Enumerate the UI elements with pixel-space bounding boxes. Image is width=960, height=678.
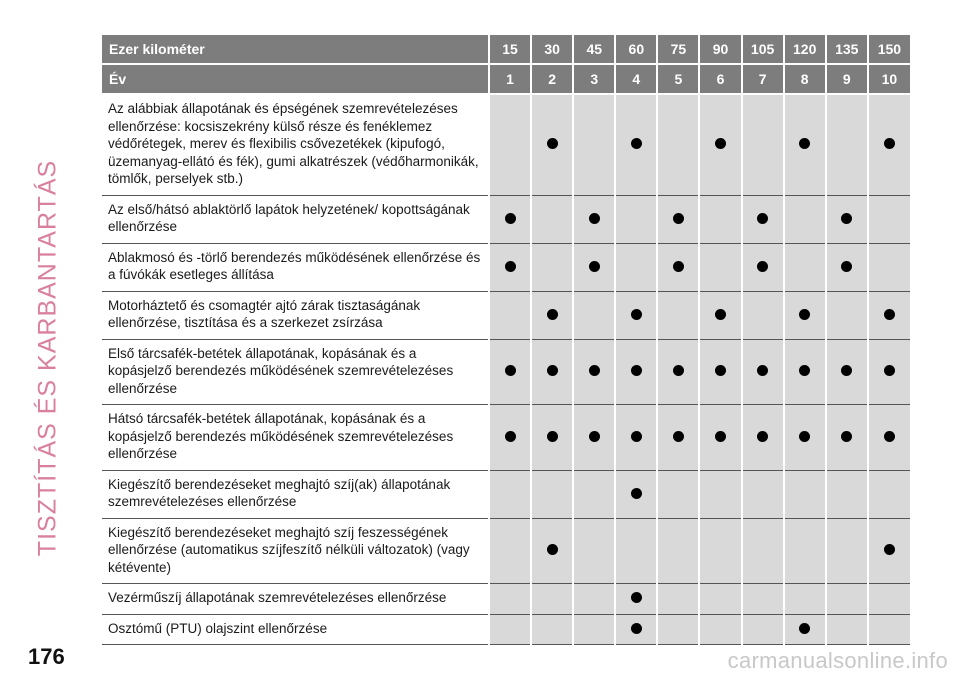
scheduled-dot-icon bbox=[757, 261, 768, 272]
table-row bbox=[102, 339, 910, 405]
task-description: Osztómű (PTU) olajszint ellenőrzése bbox=[102, 614, 489, 645]
task-description: Motorháztető és csomagtér ajtó zárak tisztaságának ellenőrzése, tisztítása és a szerkezet zsírzása bbox=[102, 291, 489, 339]
interval-cell bbox=[615, 94, 657, 195]
task-description: Kiegészítő berendezéseket meghajtó szíj(ak) állapotának szemrevételezéses ellenőrzése bbox=[102, 470, 489, 518]
scheduled-dot-icon bbox=[841, 261, 852, 272]
interval-cell bbox=[784, 470, 826, 518]
interval-cell bbox=[615, 291, 657, 339]
interval-cell bbox=[657, 470, 699, 518]
km-header: 90 bbox=[699, 35, 741, 64]
interval-cell bbox=[868, 195, 910, 243]
interval-cell bbox=[742, 291, 784, 339]
scheduled-dot-icon bbox=[631, 431, 642, 442]
scheduled-dot-icon bbox=[505, 261, 516, 272]
interval-cell bbox=[742, 405, 784, 471]
interval-cell bbox=[657, 339, 699, 405]
interval-cell bbox=[742, 195, 784, 243]
scheduled-dot-icon bbox=[505, 365, 516, 376]
scheduled-dot-icon bbox=[884, 431, 895, 442]
scheduled-dot-icon bbox=[799, 365, 810, 376]
interval-cell bbox=[489, 518, 531, 584]
interval-cell bbox=[573, 470, 615, 518]
interval-cell bbox=[615, 243, 657, 291]
interval-cell bbox=[657, 518, 699, 584]
interval-cell bbox=[784, 614, 826, 645]
scheduled-dot-icon bbox=[673, 431, 684, 442]
interval-cell bbox=[826, 614, 868, 645]
year-header: 5 bbox=[657, 64, 699, 94]
interval-cell bbox=[531, 243, 573, 291]
interval-cell bbox=[531, 584, 573, 615]
year-header: 9 bbox=[826, 64, 868, 94]
scheduled-dot-icon bbox=[757, 365, 768, 376]
table-row bbox=[102, 94, 910, 195]
interval-cell bbox=[784, 584, 826, 615]
interval-cell bbox=[489, 405, 531, 471]
interval-cell bbox=[573, 339, 615, 405]
interval-cell bbox=[699, 339, 741, 405]
interval-cell bbox=[784, 405, 826, 471]
interval-cell bbox=[699, 94, 741, 195]
scheduled-dot-icon bbox=[884, 138, 895, 149]
scheduled-dot-icon bbox=[799, 431, 810, 442]
interval-cell bbox=[826, 243, 868, 291]
interval-cell bbox=[657, 94, 699, 195]
scheduled-dot-icon bbox=[589, 365, 600, 376]
interval-cell bbox=[573, 405, 615, 471]
km-label: Ezer kilométer bbox=[102, 35, 489, 64]
interval-cell bbox=[699, 243, 741, 291]
interval-cell bbox=[699, 470, 741, 518]
scheduled-dot-icon bbox=[547, 431, 558, 442]
interval-cell bbox=[784, 243, 826, 291]
interval-cell bbox=[573, 518, 615, 584]
interval-cell bbox=[531, 291, 573, 339]
watermark: carmanualsonline.info bbox=[727, 648, 948, 673]
interval-cell bbox=[826, 94, 868, 195]
year-header: 4 bbox=[615, 64, 657, 94]
scheduled-dot-icon bbox=[799, 309, 810, 320]
scheduled-dot-icon bbox=[715, 138, 726, 149]
interval-cell bbox=[657, 195, 699, 243]
page-number: 176 bbox=[28, 644, 65, 669]
table-row bbox=[102, 614, 910, 645]
interval-cell bbox=[573, 291, 615, 339]
scheduled-dot-icon bbox=[505, 213, 516, 224]
interval-cell bbox=[531, 405, 573, 471]
interval-cell bbox=[573, 243, 615, 291]
interval-cell bbox=[784, 339, 826, 405]
km-header-row bbox=[102, 35, 910, 64]
interval-cell bbox=[784, 518, 826, 584]
km-header: 105 bbox=[742, 35, 784, 64]
year-header: 10 bbox=[868, 64, 910, 94]
interval-cell bbox=[489, 243, 531, 291]
interval-cell bbox=[868, 339, 910, 405]
interval-cell bbox=[657, 291, 699, 339]
interval-cell bbox=[868, 243, 910, 291]
year-header: 7 bbox=[742, 64, 784, 94]
table-row bbox=[102, 195, 910, 243]
interval-cell bbox=[531, 614, 573, 645]
interval-cell bbox=[742, 518, 784, 584]
task-description: Az első/hátsó ablaktörlő lapátok helyzetének/ kopottságának ellenőrzése bbox=[102, 195, 489, 243]
year-header: 1 bbox=[489, 64, 531, 94]
interval-cell bbox=[657, 614, 699, 645]
scheduled-dot-icon bbox=[505, 431, 516, 442]
interval-cell bbox=[826, 470, 868, 518]
scheduled-dot-icon bbox=[673, 365, 684, 376]
task-description: Ablakmosó és -törlő berendezés működésének ellenőrzése és a fúvókák esetleges állítása bbox=[102, 243, 489, 291]
scheduled-dot-icon bbox=[757, 431, 768, 442]
interval-cell bbox=[742, 614, 784, 645]
task-description: Első tárcsafék-betétek állapotának, kopásának és a kopásjelző berendezés működésének szemrevételezéses ellenőrzése bbox=[102, 339, 489, 405]
year-header-row bbox=[102, 64, 910, 94]
scheduled-dot-icon bbox=[884, 309, 895, 320]
interval-cell bbox=[826, 405, 868, 471]
interval-cell bbox=[531, 518, 573, 584]
interval-cell bbox=[615, 584, 657, 615]
km-header: 60 bbox=[615, 35, 657, 64]
scheduled-dot-icon bbox=[631, 309, 642, 320]
table-row bbox=[102, 584, 910, 615]
interval-cell bbox=[489, 94, 531, 195]
interval-cell bbox=[868, 291, 910, 339]
interval-cell bbox=[826, 584, 868, 615]
interval-cell bbox=[615, 195, 657, 243]
interval-cell bbox=[868, 470, 910, 518]
scheduled-dot-icon bbox=[631, 592, 642, 603]
task-description: Hátsó tárcsafék-betétek állapotának, kopásának és a kopásjelző berendezés működésének szemrevételezéses ellenőrzése bbox=[102, 405, 489, 471]
interval-cell bbox=[489, 470, 531, 518]
interval-cell bbox=[742, 584, 784, 615]
scheduled-dot-icon bbox=[884, 365, 895, 376]
scheduled-dot-icon bbox=[631, 488, 642, 499]
interval-cell bbox=[699, 291, 741, 339]
interval-cell bbox=[489, 584, 531, 615]
scheduled-dot-icon bbox=[631, 623, 642, 634]
km-header: 75 bbox=[657, 35, 699, 64]
scheduled-dot-icon bbox=[715, 365, 726, 376]
interval-cell bbox=[826, 339, 868, 405]
interval-cell bbox=[826, 518, 868, 584]
interval-cell bbox=[615, 470, 657, 518]
scheduled-dot-icon bbox=[547, 365, 558, 376]
interval-cell bbox=[868, 405, 910, 471]
task-description: Vezérműszíj állapotának szemrevételezéses ellenőrzése bbox=[102, 584, 489, 615]
interval-cell bbox=[573, 94, 615, 195]
scheduled-dot-icon bbox=[547, 544, 558, 555]
scheduled-dot-icon bbox=[841, 431, 852, 442]
scheduled-dot-icon bbox=[589, 261, 600, 272]
interval-cell bbox=[868, 584, 910, 615]
year-label: Év bbox=[102, 64, 489, 94]
interval-cell bbox=[615, 614, 657, 645]
km-header: 135 bbox=[826, 35, 868, 64]
interval-cell bbox=[742, 94, 784, 195]
interval-cell bbox=[699, 195, 741, 243]
scheduled-dot-icon bbox=[631, 365, 642, 376]
year-header: 2 bbox=[531, 64, 573, 94]
interval-cell bbox=[489, 291, 531, 339]
table-row bbox=[102, 291, 910, 339]
km-header: 120 bbox=[784, 35, 826, 64]
year-header: 8 bbox=[784, 64, 826, 94]
km-header: 15 bbox=[489, 35, 531, 64]
scheduled-dot-icon bbox=[673, 213, 684, 224]
interval-cell bbox=[699, 584, 741, 615]
interval-cell bbox=[489, 614, 531, 645]
interval-cell bbox=[826, 291, 868, 339]
scheduled-dot-icon bbox=[715, 431, 726, 442]
interval-cell bbox=[784, 94, 826, 195]
interval-cell bbox=[784, 291, 826, 339]
interval-cell bbox=[657, 405, 699, 471]
interval-cell bbox=[826, 195, 868, 243]
scheduled-dot-icon bbox=[841, 365, 852, 376]
interval-cell bbox=[657, 243, 699, 291]
scheduled-dot-icon bbox=[631, 138, 642, 149]
interval-cell bbox=[531, 195, 573, 243]
scheduled-dot-icon bbox=[799, 138, 810, 149]
scheduled-dot-icon bbox=[673, 261, 684, 272]
scheduled-dot-icon bbox=[547, 138, 558, 149]
interval-cell bbox=[531, 470, 573, 518]
interval-cell bbox=[573, 614, 615, 645]
scheduled-dot-icon bbox=[884, 544, 895, 555]
year-header: 3 bbox=[573, 64, 615, 94]
km-header: 150 bbox=[868, 35, 910, 64]
interval-cell bbox=[742, 339, 784, 405]
interval-cell bbox=[573, 195, 615, 243]
scheduled-dot-icon bbox=[547, 309, 558, 320]
maintenance-schedule-table bbox=[102, 35, 910, 645]
scheduled-dot-icon bbox=[841, 213, 852, 224]
scheduled-dot-icon bbox=[589, 213, 600, 224]
task-description: Az alábbiak állapotának és épségének szemrevételezéses ellenőrzése: kocsiszekrény külső része és fenéklemez védőrétegek, merev és flexibilis csővezetékek (kipufogó, üzemanyag-ellátó és fék), gumi alkatrészek (védőharmonikák, tömlők, perselyek stb.) bbox=[102, 94, 489, 195]
interval-cell bbox=[615, 339, 657, 405]
section-title: TISZTÍTÁS ÉS KARBANTARTÁS bbox=[33, 159, 62, 557]
scheduled-dot-icon bbox=[589, 431, 600, 442]
interval-cell bbox=[699, 518, 741, 584]
km-header: 30 bbox=[531, 35, 573, 64]
year-header: 6 bbox=[699, 64, 741, 94]
interval-cell bbox=[784, 195, 826, 243]
table-row bbox=[102, 470, 910, 518]
table-row bbox=[102, 518, 910, 584]
km-header: 45 bbox=[573, 35, 615, 64]
interval-cell bbox=[699, 614, 741, 645]
interval-cell bbox=[573, 584, 615, 615]
scheduled-dot-icon bbox=[799, 623, 810, 634]
interval-cell bbox=[531, 339, 573, 405]
interval-cell bbox=[531, 94, 573, 195]
interval-cell bbox=[489, 339, 531, 405]
interval-cell bbox=[615, 405, 657, 471]
table-row bbox=[102, 405, 910, 471]
task-description: Kiegészítő berendezéseket meghajtó szíj feszességének ellenőrzése (automatikus szíjfeszítő nélküli változatok) (vagy kétévente) bbox=[102, 518, 489, 584]
interval-cell bbox=[699, 405, 741, 471]
table-row bbox=[102, 243, 910, 291]
interval-cell bbox=[868, 94, 910, 195]
interval-cell bbox=[615, 518, 657, 584]
interval-cell bbox=[742, 243, 784, 291]
scheduled-dot-icon bbox=[715, 309, 726, 320]
interval-cell bbox=[657, 584, 699, 615]
interval-cell bbox=[868, 614, 910, 645]
interval-cell bbox=[742, 470, 784, 518]
scheduled-dot-icon bbox=[757, 213, 768, 224]
interval-cell bbox=[868, 518, 910, 584]
interval-cell bbox=[489, 195, 531, 243]
